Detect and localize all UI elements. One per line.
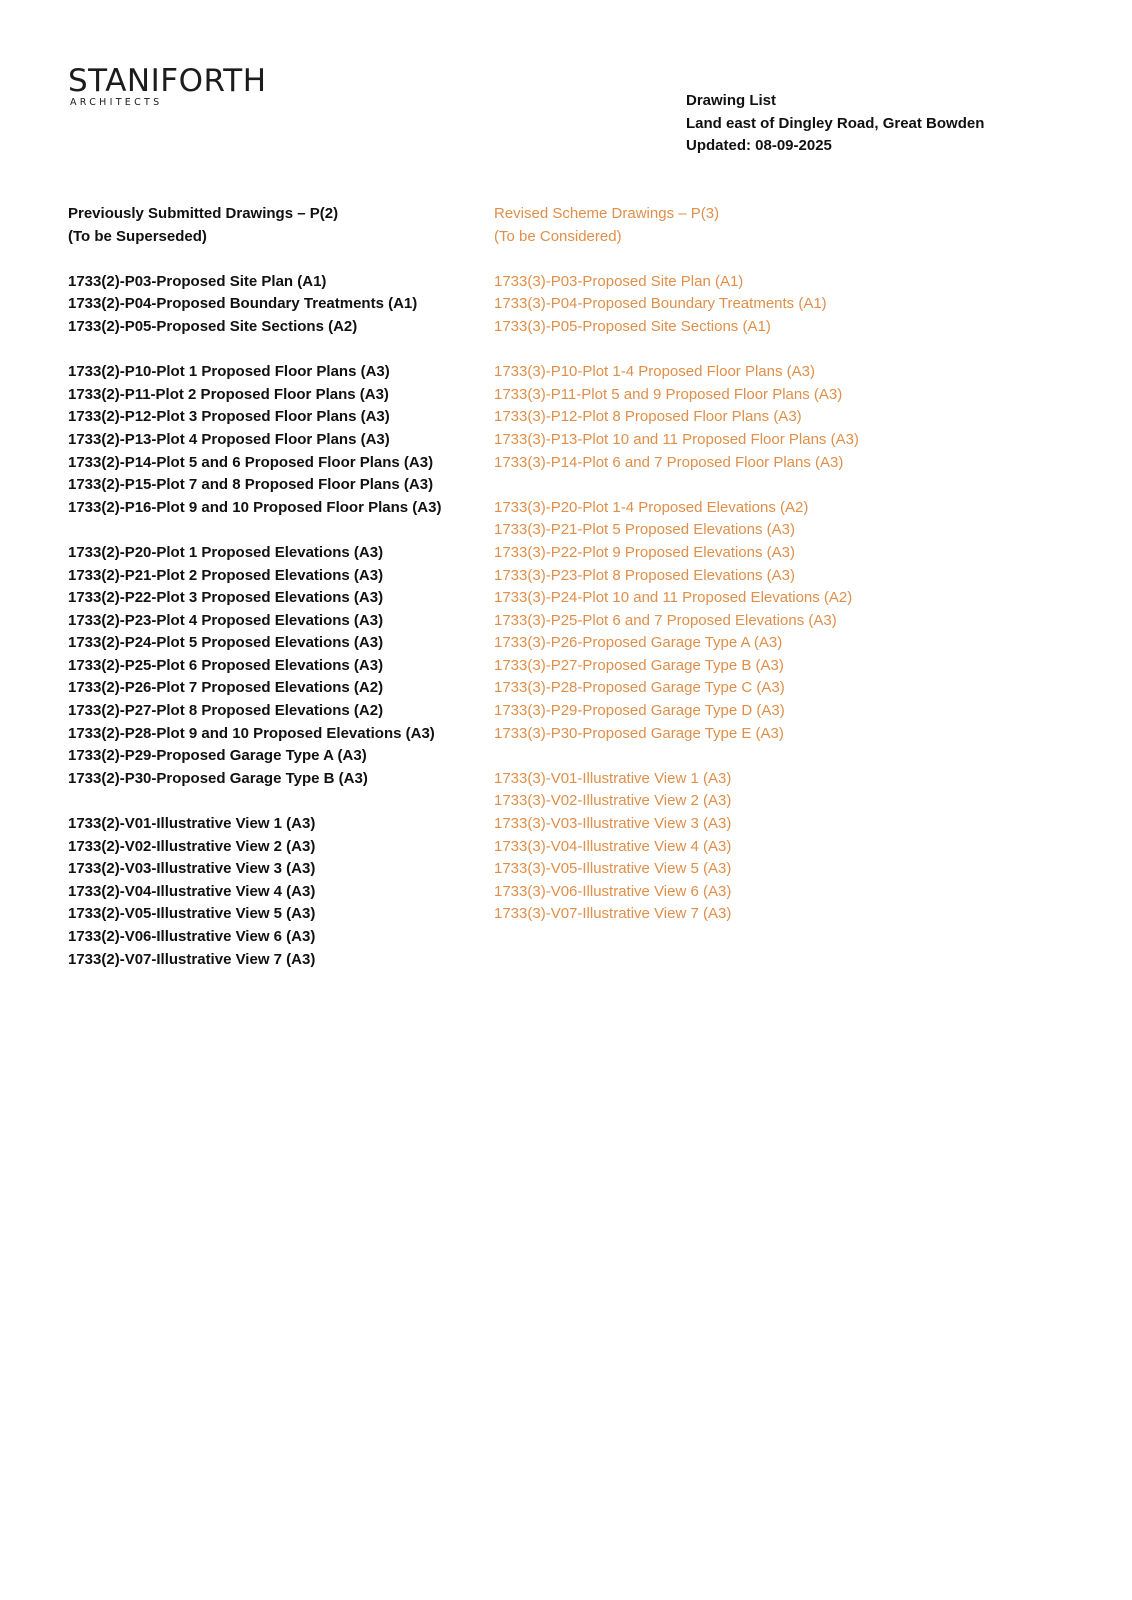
drawing-list-item: 1733(3)-P03-Proposed Site Plan (A1) bbox=[494, 272, 744, 290]
drawing-list-item: 1733(2)-P26-Plot 7 Proposed Elevations (A2) bbox=[68, 679, 384, 697]
drawing-list-item: 1733(2)-V02-Illustrative View 2 (A3) bbox=[68, 837, 316, 855]
drawing-list-item: 1733(3)-V05-Illustrative View 5 (A3) bbox=[494, 860, 732, 878]
logo-subtitle: ARCHITECTS bbox=[70, 97, 163, 108]
group-spacer bbox=[68, 248, 441, 271]
drawing-list-item: 1733(2)-P23-Plot 4 Proposed Elevations (A3) bbox=[68, 611, 384, 629]
drawing-list-item: 1733(2)-P16-Plot 9 and 10 Proposed Floor Plans (A3) bbox=[68, 498, 442, 516]
document-header bbox=[686, 90, 984, 158]
drawing-list-item: 1733(3)-P26-Proposed Garage Type A (A3) bbox=[494, 634, 783, 652]
drawing-list-item: 1733(3)-P27-Proposed Garage Type B (A3) bbox=[494, 656, 784, 674]
drawing-list-item: 1733(2)-P14-Plot 5 and 6 Proposed Floor Plans (A3) bbox=[68, 453, 434, 471]
group-spacer bbox=[494, 745, 859, 768]
drawing-list-item: 1733(2)-P20-Plot 1 Proposed Elevations (A3) bbox=[68, 543, 384, 561]
drawing-list-item: 1733(3)-P11-Plot 5 and 9 Proposed Floor Plans (A3) bbox=[494, 385, 843, 403]
previous-heading: Previously Submitted Drawings – P(2) bbox=[68, 205, 339, 222]
drawing-list-item: 1733(3)-P10-Plot 1-4 Proposed Floor Plans (A3) bbox=[494, 363, 815, 381]
drawing-list-item: 1733(3)-P13-Plot 10 and 11 Proposed Floor Plans (A3) bbox=[494, 430, 859, 448]
drawing-list-item: 1733(3)-P25-Plot 6 and 7 Proposed Elevations (A3) bbox=[494, 611, 837, 629]
drawing-list-item: 1733(3)-P21-Plot 5 Proposed Elevations (A3) bbox=[494, 521, 795, 539]
drawing-list-item: 1733(2)-P11-Plot 2 Proposed Floor Plans (A3) bbox=[68, 385, 389, 403]
revised-heading: Revised Scheme Drawings – P(3) bbox=[494, 205, 720, 222]
site-name: Land east of Dingley Road, Great Bowden bbox=[686, 114, 985, 132]
drawing-list-item: 1733(3)-V07-Illustrative View 7 (A3) bbox=[494, 905, 732, 923]
drawing-list-item: 1733(2)-P28-Plot 9 and 10 Proposed Elevations (A3) bbox=[68, 724, 435, 742]
revised-subheading: (To be Considered) bbox=[494, 227, 622, 245]
drawing-list-item: 1733(3)-P20-Plot 1-4 Proposed Elevations (A2) bbox=[494, 498, 809, 516]
group-spacer bbox=[68, 519, 441, 542]
drawing-list-item: 1733(2)-P05-Proposed Site Sections (A2) bbox=[68, 317, 358, 335]
drawing-list-item: 1733(2)-V04-Illustrative View 4 (A3) bbox=[68, 882, 316, 900]
drawing-list-item: 1733(2)-P04-Proposed Boundary Treatments (A1) bbox=[68, 295, 418, 313]
drawing-list-item: 1733(2)-P29-Proposed Garage Type A (A3) bbox=[68, 747, 367, 765]
drawing-list-item: 1733(2)-V06-Illustrative View 6 (A3) bbox=[68, 928, 316, 945]
group-spacer bbox=[494, 248, 859, 271]
drawing-list-item: 1733(3)-V01-Illustrative View 1 (A3) bbox=[494, 769, 732, 787]
drawing-list-item: 1733(2)-P27-Plot 8 Proposed Elevations (A2) bbox=[68, 702, 384, 720]
drawing-list-item: 1733(2)-P25-Plot 6 Proposed Elevations (A3) bbox=[68, 656, 384, 674]
group-spacer bbox=[494, 339, 859, 362]
drawing-list-item: 1733(3)-V03-Illustrative View 3 (A3) bbox=[494, 815, 732, 833]
drawing-list-item: 1733(3)-P22-Plot 9 Proposed Elevations (A3) bbox=[494, 543, 795, 561]
drawing-list-item: 1733(2)-P30-Proposed Garage Type B (A3) bbox=[68, 769, 368, 787]
drawing-list-item: 1733(3)-P04-Proposed Boundary Treatments (A1) bbox=[494, 295, 827, 313]
drawing-list-item: 1733(2)-P15-Plot 7 and 8 Proposed Floor Plans (A3) bbox=[68, 476, 434, 494]
drawing-list-item: 1733(3)-P12-Plot 8 Proposed Floor Plans (A3) bbox=[494, 408, 802, 426]
group-spacer bbox=[68, 339, 441, 362]
drawing-list-item: 1733(2)-P13-Plot 4 Proposed Floor Plans (A3) bbox=[68, 430, 390, 448]
drawing-list-item: 1733(2)-P22-Plot 3 Proposed Elevations (A3) bbox=[68, 589, 384, 607]
drawing-list-item: 1733(3)-P29-Proposed Garage Type D (A3) bbox=[494, 702, 785, 720]
group-spacer bbox=[68, 790, 441, 813]
previous-drawings-column bbox=[68, 203, 441, 971]
updated-date: Updated: 08-09-2025 bbox=[686, 137, 832, 154]
drawing-list-item: 1733(3)-P24-Plot 10 and 11 Proposed Elevations (A2) bbox=[494, 589, 853, 607]
drawing-list-item: 1733(2)-P12-Plot 3 Proposed Floor Plans (A3) bbox=[68, 408, 390, 426]
drawing-list-item: 1733(2)-V03-Illustrative View 3 (A3) bbox=[68, 860, 316, 878]
drawing-list-item: 1733(3)-P30-Proposed Garage Type E (A3) bbox=[494, 724, 784, 742]
drawing-list-item: 1733(3)-P28-Proposed Garage Type C (A3) bbox=[494, 679, 785, 697]
drawing-list-item: 1733(2)-P10-Plot 1 Proposed Floor Plans (A3) bbox=[68, 363, 390, 381]
group-spacer bbox=[494, 474, 859, 497]
document-title: Drawing List bbox=[686, 92, 777, 109]
drawing-list-item: 1733(2)-V07-Illustrative View 7 (A3) bbox=[68, 950, 316, 968]
company-logo bbox=[68, 64, 267, 108]
drawing-list-item: 1733(3)-V06-Illustrative View 6 (A3) bbox=[494, 882, 732, 900]
drawing-list-item: 1733(3)-V02-Illustrative View 2 (A3) bbox=[494, 792, 732, 810]
drawing-list-item: 1733(3)-P23-Plot 8 Proposed Elevations (A3) bbox=[494, 566, 795, 584]
logo-name: STANIFORTH bbox=[68, 63, 267, 99]
drawing-list-item: 1733(2)-P03-Proposed Site Plan (A1) bbox=[68, 272, 327, 290]
drawing-list-item: 1733(3)-V04-Illustrative View 4 (A3) bbox=[494, 837, 732, 855]
drawing-list-item: 1733(3)-P05-Proposed Site Sections (A1) bbox=[494, 317, 771, 335]
drawing-list-item: 1733(3)-P14-Plot 6 and 7 Proposed Floor Plans (A3) bbox=[494, 453, 844, 471]
drawing-list-item: 1733(2)-P21-Plot 2 Proposed Elevations (A3) bbox=[68, 566, 384, 584]
drawing-list-item: 1733(2)-V05-Illustrative View 5 (A3) bbox=[68, 905, 316, 923]
previous-subheading: (To be Superseded) bbox=[68, 227, 207, 245]
drawing-list-item: 1733(2)-V01-Illustrative View 1 (A3) bbox=[68, 815, 316, 833]
drawing-list-item: 1733(2)-P24-Plot 5 Proposed Elevations (A3) bbox=[68, 634, 384, 652]
revised-drawings-column bbox=[494, 203, 859, 926]
